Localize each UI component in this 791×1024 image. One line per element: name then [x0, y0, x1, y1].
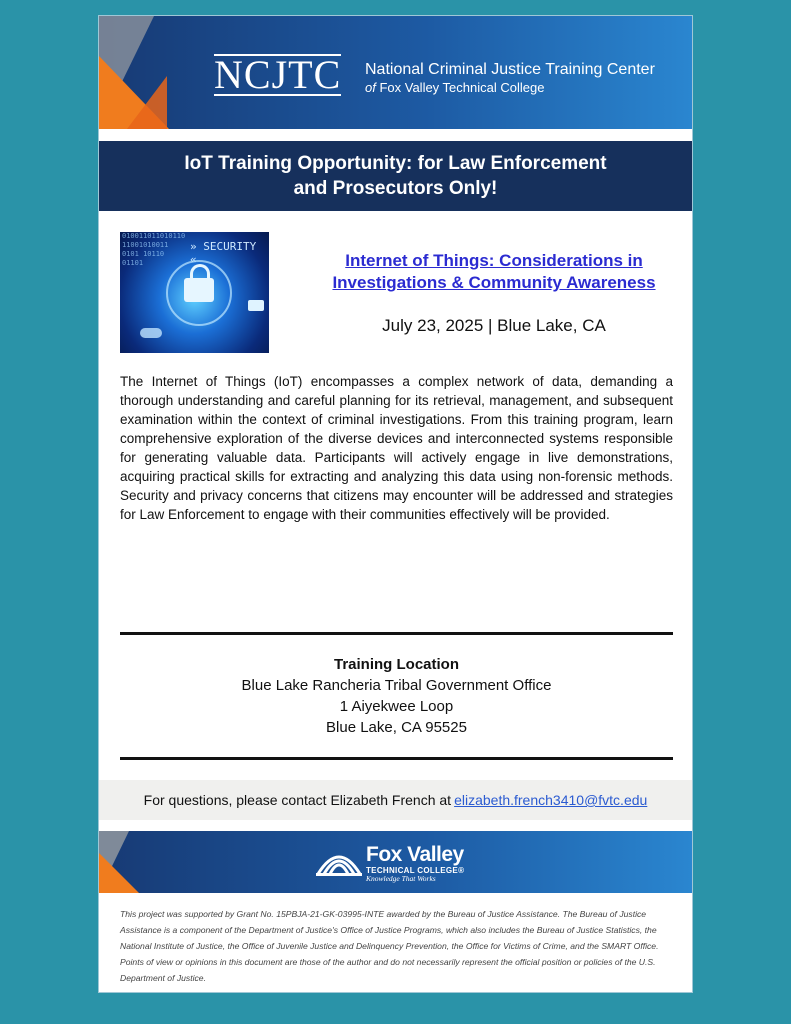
- mail-icon: [248, 300, 264, 311]
- contact-text: For questions, please contact Elizabeth French at: [143, 792, 452, 808]
- header-title: National Criminal Justice Training Center: [365, 61, 655, 78]
- header-subtitle: [365, 80, 544, 95]
- header-subtitle-prefix: of: [365, 80, 376, 95]
- course-title-line-2: Investigations & Community Awareness: [332, 273, 656, 292]
- cloud-icon: [140, 328, 162, 338]
- location-street: 1 Aiyekwee Loop: [339, 698, 454, 715]
- banner-line-2: and Prosecutors Only!: [293, 178, 498, 199]
- fvtc-name: Fox Valley: [366, 843, 464, 866]
- header-subtitle-rest: Fox Valley Technical College: [375, 80, 545, 95]
- divider-bottom: [120, 757, 673, 760]
- banner-line-1: IoT Training Opportunity: for Law Enforcement: [184, 153, 607, 174]
- lock-icon: [184, 278, 214, 302]
- security-image: [120, 232, 269, 353]
- training-banner: [99, 141, 692, 211]
- ncjtc-logo: NCJTC: [214, 52, 342, 97]
- training-location: [120, 654, 673, 738]
- course-description: The Internet of Things (IoT) encompasses a complex network of data, demanding a thorough understanding and careful planning for its retrieval, management, and subsequent examination within the context of criminal investigations. From this training program, learn comprehensive exploration of the diverse devices and interconnected systems responsible for generating valuable data. Participants will actively engage in live demonstrations, acquiring practical skills for extracting and analyzing this data using non-forensic methods. Security and privacy concerns that citizens may encounter will be addressed and strategies for Law Enforcement to engage with their communities effectively will be provided.: [120, 374, 673, 522]
- security-label: » SECURITY «: [190, 240, 257, 266]
- binary-digits: 010011011010110 11001010011 0101 10110 01101: [122, 232, 186, 267]
- fvtc-logo: [316, 843, 481, 883]
- footer-orange-triangle: [99, 853, 139, 893]
- contact-band: [99, 780, 692, 820]
- location-name: Blue Lake Rancheria Tribal Government Office: [241, 677, 552, 694]
- location-heading: Training Location: [333, 656, 459, 673]
- course-title-line-1: Internet of Things: Considerations in: [345, 251, 643, 270]
- divider-top: [120, 632, 673, 635]
- fvtc-subtitle: TECHNICAL COLLEGE®: [366, 866, 465, 875]
- contact-email-link[interactable]: elizabeth.french3410@fvtc.edu: [454, 792, 648, 808]
- fvtc-arc-icon: [316, 846, 362, 876]
- flyer-page: [98, 15, 693, 993]
- fvtc-tagline: Knowledge That Works: [366, 874, 436, 883]
- header-banner: [99, 16, 692, 129]
- grant-disclaimer: This project was supported by Grant No. 15PBJA-21-GK-03995-INTE awarded by the Bureau of Justice Assistance. The Bureau of Justice Assistance is a component of the Department of Justice's Office of Justice Programs, which also includes the Bureau of Justice Statistics, the National Institute of Justice, the Office of Juvenile Justice and Delinquency Prevention, the Office for Victims of Crime, and the SMART Office. Points of view or opinions in this document are those of the author and do not necessarily represent the official position or policies of the U.S. Department of Justice.: [120, 909, 659, 983]
- header-orange-accent: [127, 76, 167, 129]
- location-city: Blue Lake, CA 95525: [326, 719, 467, 736]
- footer-banner: [99, 831, 692, 893]
- course-date-location: July 23, 2025 | Blue Lake, CA: [382, 316, 606, 335]
- course-title-link[interactable]: [309, 250, 679, 294]
